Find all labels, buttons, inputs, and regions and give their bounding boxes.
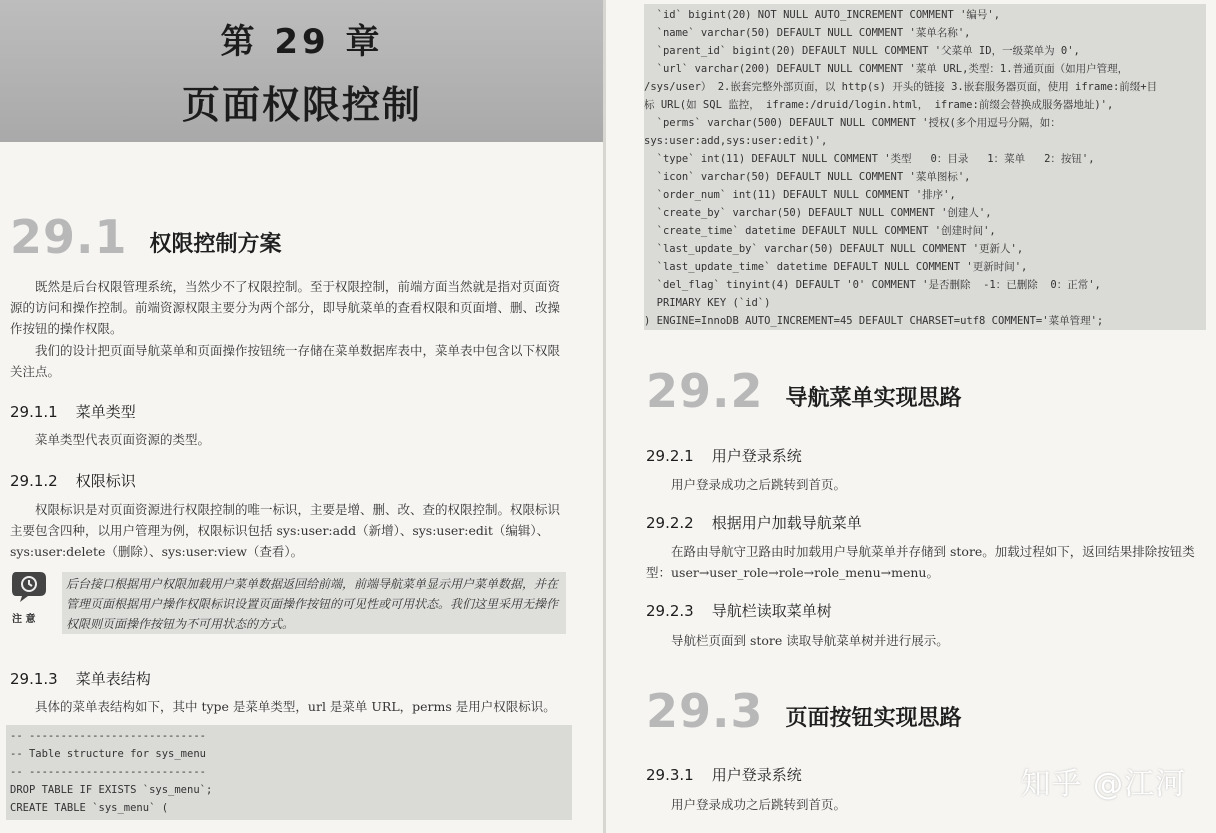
section-heading-29-1 [10, 210, 282, 264]
subsection-number: 29.2.1 [646, 447, 694, 465]
subsection-number: 29.2.2 [646, 514, 694, 532]
code-line: DROP TABLE IF EXISTS `sys_menu`; [10, 784, 213, 796]
code-line: `parent_id` bigint(20) DEFAULT NULL COMMENT '父菜单 ID，一级菜单为 0', [644, 45, 1080, 57]
subsection-title: 用户登录系统 [711, 447, 802, 465]
code-line: `icon` varchar(50) DEFAULT NULL COMMENT '菜单图标', [644, 171, 971, 183]
intro-paragraph-2: 我们的设计把页面导航菜单和页面操作按钮统一存储在菜单数据库表中，菜单表中包含以下权限关注点。 [10, 343, 561, 379]
subsection-title: 根据用户加载导航菜单 [711, 514, 862, 532]
watermark: 知乎 @江河 [1020, 767, 1186, 802]
subsection-number: 29.1.2 [10, 472, 58, 490]
subsection-number: 29.2.3 [646, 602, 694, 620]
code-line: `order_num` int(11) DEFAULT NULL COMMENT '排序', [644, 189, 956, 201]
section-title: 页面按钮实现思路 [785, 706, 962, 731]
code-line: `id` bigint(20) NOT NULL AUTO_INCREMENT COMMENT '编号', [644, 9, 1001, 21]
subsection-title: 菜单表结构 [75, 670, 151, 688]
code-line: /sys/user） 2.嵌套完整外部页面，以 http(s) 开头的链接 3.嵌套服务器页面，使用 iframe:前缀+目 [644, 81, 1158, 93]
chapter-banner [0, 0, 604, 142]
note-label: 注 意 [12, 614, 36, 625]
subsection-heading-29-2-1 [646, 445, 802, 466]
note-icon [10, 568, 52, 625]
code-line: sys:user:add,sys:user:edit)', [644, 135, 828, 147]
subsection-text-29-3-1: 用户登录成功之后跳转到首页。 [671, 797, 847, 812]
code-line: `last_update_by` varchar(50) DEFAULT NULL COMMENT '更新人', [644, 243, 1024, 255]
section-number: 29.3 [646, 684, 764, 738]
section-heading-29-3 [646, 684, 962, 738]
code-line: -- ---------------------------- [10, 766, 206, 778]
code-block-continued [644, 4, 1206, 330]
code-line: -- ---------------------------- [10, 730, 206, 742]
subsection-text-29-2-3: 导航栏页面到 store 读取导航菜单树并进行展示。 [671, 633, 949, 648]
subsection-heading-29-1-1 [10, 401, 136, 422]
code-line: ) ENGINE=InnoDB AUTO_INCREMENT=45 DEFAULT CHARSET=utf8 COMMENT='菜单管理'; [644, 315, 1104, 327]
code-line: `type` int(11) DEFAULT NULL COMMENT '类型 0：目录 1：菜单 2：按钮', [644, 153, 1095, 165]
subsection-number: 29.3.1 [646, 766, 694, 784]
code-line: CREATE TABLE `sys_menu` ( [10, 802, 169, 814]
subsection-title: 菜单类型 [75, 403, 136, 421]
code-line: -- Table structure for sys_menu [10, 748, 206, 760]
subsection-text-29-1-1: 菜单类型代表页面资源的类型。 [35, 432, 211, 447]
code-block [6, 725, 572, 820]
section-number: 29.2 [646, 364, 764, 418]
note-box: 后台接口根据用户权限加载用户菜单数据返回给前端，前端导航菜单显示用户菜单数据，并在管理页面根据用户操作权限标识设置页面操作按钮的可见性或可用状态。我们这里采用无操作权限则页面操作按钮为不可用状态的方式。 [62, 572, 566, 634]
subsection-heading-29-2-3 [646, 600, 832, 621]
subsection-text-29-1-2: 权限标识是对页面资源进行权限控制的唯一标识，主要是增、删、改、查的权限控制。权限标识主要包含四种，以用户管理为例，权限标识包括 sys:user:add（新增）、sys:user:edit（编辑）、sys:user:delete（删除）、sys:user:view（查看）。 [10, 502, 561, 559]
code-line: `name` varchar(50) DEFAULT NULL COMMENT '菜单名称', [644, 27, 971, 39]
code-line: `last_update_time` datetime DEFAULT NULL COMMENT '更新时间', [644, 261, 1028, 273]
code-line: 标 URL(如 SQL 监控， iframe:/druid/login.html， iframe:前缀会替换成服务器地址)', [644, 99, 1114, 111]
code-line: `create_by` varchar(50) DEFAULT NULL COMMENT '创建人', [644, 207, 992, 219]
subsection-title: 用户登录系统 [711, 766, 802, 784]
code-line: `del_flag` tinyint(4) DEFAULT '0' COMMENT '是否删除 -1：已删除 0：正常', [644, 279, 1101, 291]
code-line: `perms` varchar(500) DEFAULT NULL COMMENT '授权(多个用逗号分隔，如： [644, 117, 1061, 129]
subsection-text-29-2-1: 用户登录成功之后跳转到首页。 [671, 477, 847, 492]
left-page [0, 0, 604, 833]
section-number: 29.1 [10, 210, 128, 264]
subsection-title: 导航栏读取菜单树 [711, 602, 832, 620]
code-line: `create_time` datetime DEFAULT NULL COMMENT '创建时间', [644, 225, 996, 237]
chapter-number: 第 29 章 [220, 22, 384, 62]
section-title: 导航菜单实现思路 [785, 386, 962, 411]
code-line: PRIMARY KEY (`id`) [644, 297, 771, 309]
subsection-heading-29-2-2 [646, 512, 862, 533]
subsection-heading-29-3-1 [646, 764, 802, 785]
subsection-text-29-1-3: 具体的菜单表结构如下，其中 type 是菜单类型，url 是菜单 URL，perms 是用户权限标识。 [35, 699, 556, 714]
subsection-heading-29-1-2 [10, 470, 136, 491]
right-page [606, 0, 1216, 833]
subsection-title: 权限标识 [75, 472, 136, 490]
chapter-title: 页面权限控制 [181, 83, 422, 127]
section-title: 权限控制方案 [149, 232, 282, 257]
code-line: `url` varchar(200) DEFAULT NULL COMMENT '菜单 URL,类型：1.普通页面（如用户管理， [644, 63, 1129, 75]
subsection-number: 29.1.3 [10, 670, 58, 688]
subsection-text-29-2-2: 在路由导航守卫路由时加载用户导航菜单并存储到 store。加载过程如下，返回结果排除按钮类型：user→user_role→role→role_menu→menu。 [646, 544, 1195, 580]
section-heading-29-2 [646, 364, 962, 418]
intro-paragraph-1: 既然是后台权限管理系统，当然少不了权限控制。至于权限控制，前端方面当然就是指对页面资源的访问和操作控制。前端资源权限主要分为两个部分，即导航菜单的查看权限和页面增、删、改操作按钮的操作权限。 [10, 279, 561, 336]
subsection-number: 29.1.1 [10, 403, 58, 421]
subsection-heading-29-1-3 [10, 668, 151, 689]
